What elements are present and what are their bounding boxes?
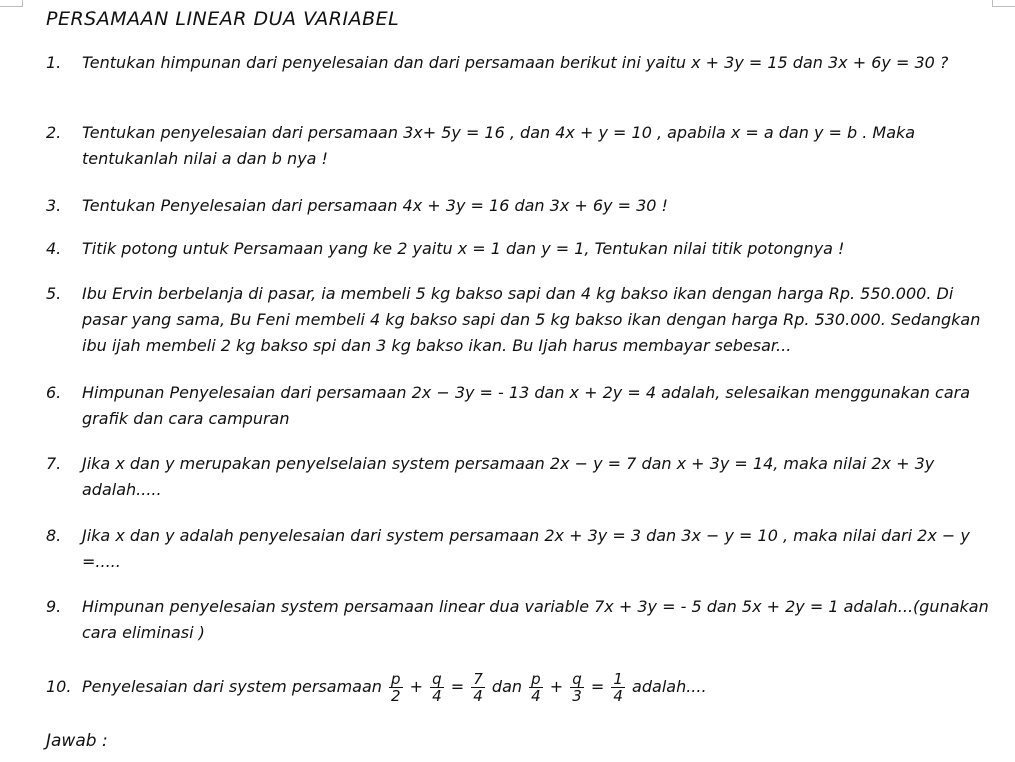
question-text: Titik potong untuk Persamaan yang ke 2 yaitu x = 1 dan y = 1, Tentukan nilai titik potongnya ! <box>82 239 845 258</box>
equals-sign: = <box>450 677 465 696</box>
question-text: Tentukan Penyelesaian dari persamaan 4x + 3y = 16 dan 3x + 6y = 30 ! <box>82 196 668 215</box>
conjunction: dan <box>491 677 523 696</box>
question-number: 9. <box>46 597 62 616</box>
question-number: 8. <box>46 526 62 545</box>
question-number: 7. <box>46 454 62 473</box>
equals-sign: = <box>590 677 605 696</box>
question-text: Tentukan himpunan dari penyelesaian dan dari persamaan berikut ini yaitu x + 3y = 15 dan 3x + 6y = 30 ? <box>82 53 949 72</box>
question-text: Jika x dan y adalah penyelesaian dari system persamaan 2x + 3y = 3 dan 3x − y = 10 , maka nilai dari 2x − y =..... <box>82 526 970 571</box>
question-text: Ibu Ervin berbelanja di pasar, ia membeli 5 kg bakso sapi dan 4 kg bakso ikan dengan harga Rp. 550.000. Di pasar yang sama, Bu Feni membeli 4 kg bakso sapi dan 5 kg bakso ikan dengan harga Rp. 530.000. Sedangkan ibu ijah membeli 2 kg bakso spi dan 3 kg bakso ikan. Bu Ijah harus membayar sebesar... <box>82 284 981 355</box>
page-corner-mark-right <box>992 0 1015 7</box>
question-number: 4. <box>46 239 62 258</box>
question-number: 10. <box>46 677 72 696</box>
answer-label: Jawab : <box>46 731 108 751</box>
fraction-q-over-3: $\frac{q}{3}$ <box>572 670 582 705</box>
plus-sign: + <box>549 677 564 696</box>
question-text: Tentukan penyelesaian dari persamaan 3x+ 5y = 16 , dan 4x + y = 10 , apabila x = a dan y = b . Maka tentukanlah nilai a dan b nya ! <box>82 123 916 168</box>
question-number: 1. <box>46 53 62 72</box>
fraction-q-over-4: $\frac{q}{4}$ <box>432 670 442 705</box>
q10-prefix: Penyelesaian dari system persamaan <box>82 677 382 696</box>
fraction-p-over-4: $\frac{p}{4}$ <box>531 670 541 705</box>
page-title: PERSAMAAN LINEAR DUA VARIABEL <box>46 8 400 30</box>
question-number: 6. <box>46 383 62 402</box>
question-number: 5. <box>46 284 62 303</box>
fraction-7-over-4: $\frac{7}{4}$ <box>473 670 483 705</box>
plus-sign: + <box>409 677 424 696</box>
question-number: 3. <box>46 196 62 215</box>
fraction-p-over-2: $\frac{p}{2}$ <box>391 670 401 705</box>
q10-suffix: adalah.... <box>632 677 707 696</box>
question-text <box>82 670 994 704</box>
page-corner-mark-left <box>0 0 23 7</box>
question-number: 2. <box>46 123 62 142</box>
question-text: Himpunan penyelesaian system persamaan linear dua variable 7x + 3y = - 5 dan 5x + 2y = 1 adalah...(gunakan cara eliminasi ) <box>82 597 989 642</box>
fraction-1-over-4: $\frac{1}{4}$ <box>613 670 623 705</box>
question-text: Jika x dan y merupakan penyelselaian system persamaan 2x − y = 7 dan x + 3y = 14, maka nilai 2x + 3y adalah..... <box>82 454 935 499</box>
question-text: Himpunan Penyelesaian dari persamaan 2x − 3y = - 13 dan x + 2y = 4 adalah, selesaikan menggunakan cara grafik dan cara campuran <box>82 383 971 428</box>
